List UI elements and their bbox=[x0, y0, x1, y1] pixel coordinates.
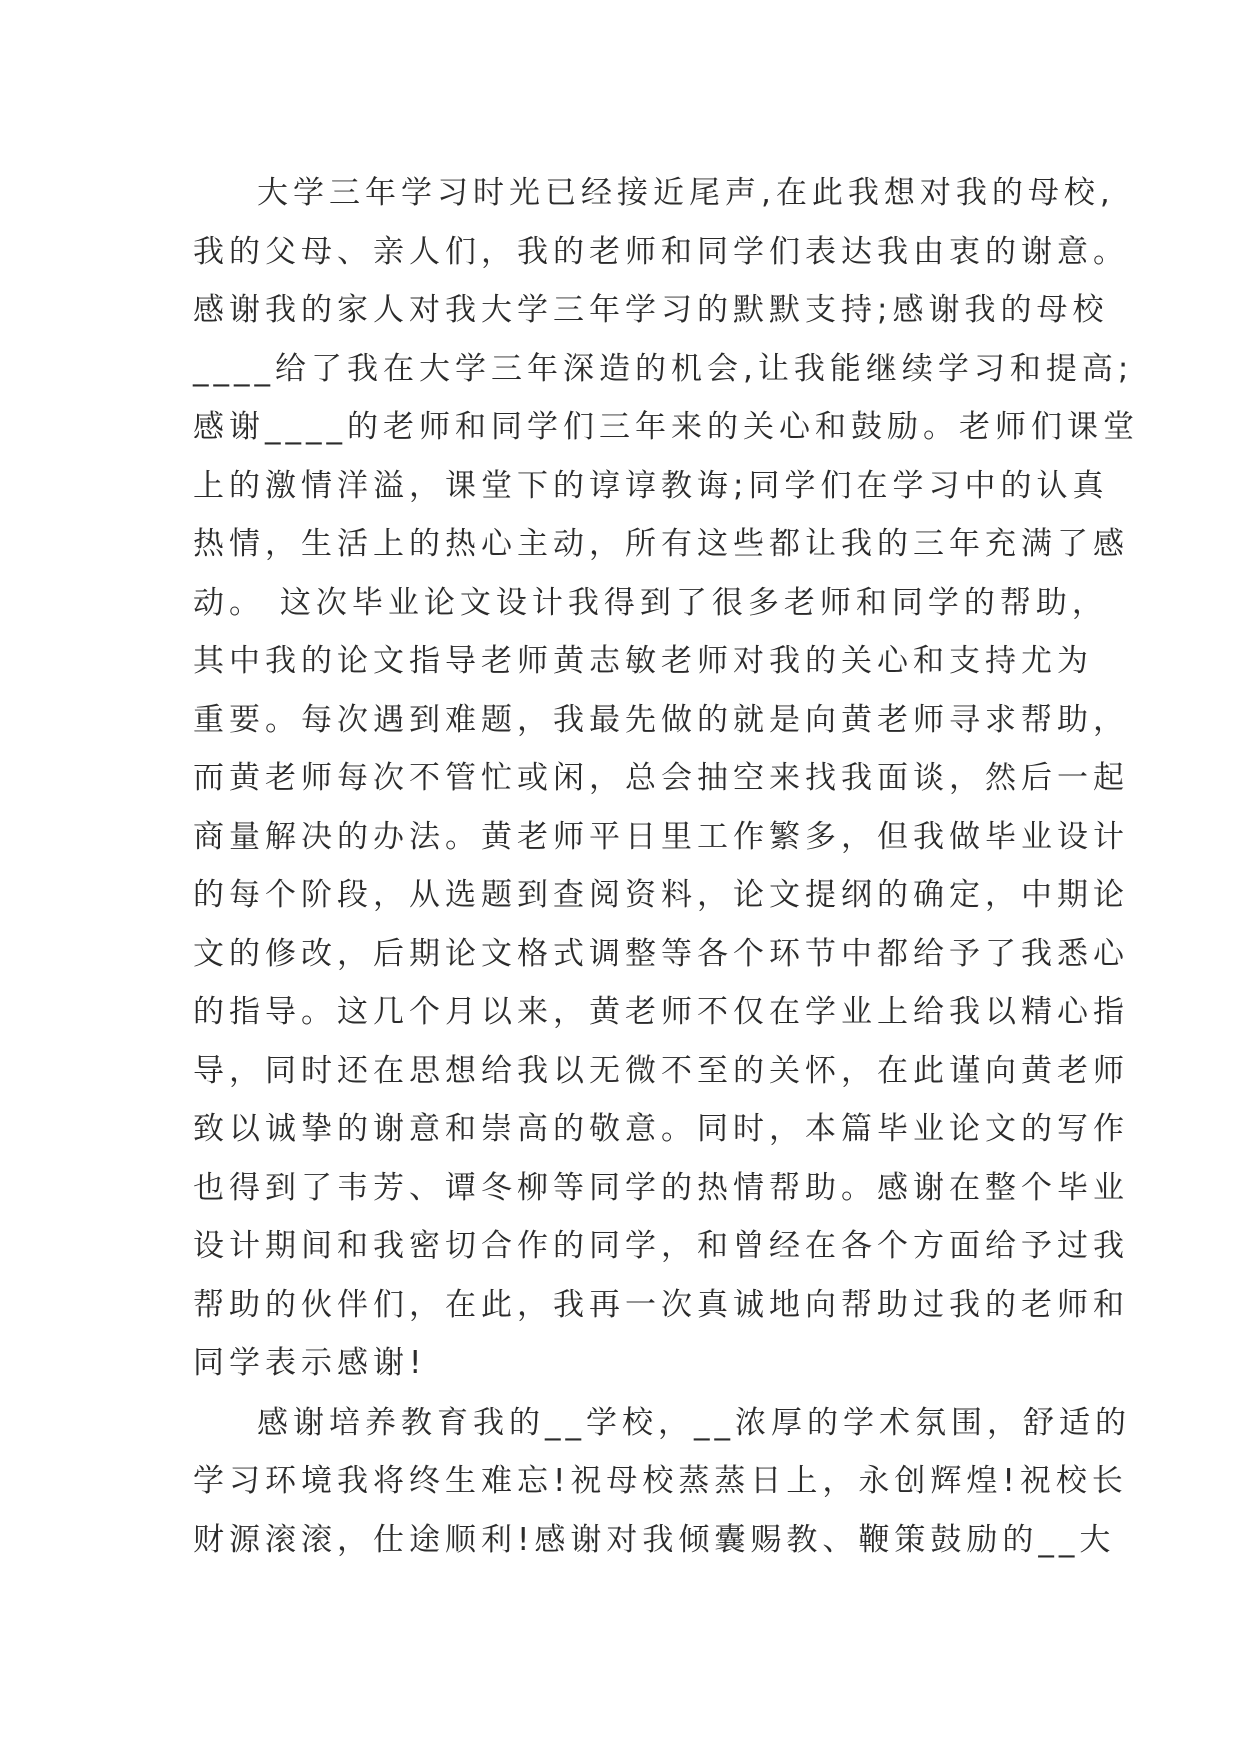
text-line: 上的激情洋溢，课堂下的谆谆教诲;同学们在学习中的认真 bbox=[193, 467, 1109, 504]
text-line: 感谢我的家人对我大学三年学习的默默支持;感谢我的母校 bbox=[193, 292, 1109, 328]
text-line: 而黄老师每次不管忙或闲，总会抽空来找我面谈，然后一起 bbox=[193, 760, 1129, 796]
text-line: 致以诚挚的谢意和崇高的敬意。同时，本篇毕业论文的写作 bbox=[193, 1111, 1129, 1147]
text-line: 财源滚滚，仕途顺利!感谢对我倾囊赐教、鞭策鼓励的__大 bbox=[193, 1521, 1116, 1558]
text-line: 动。 这次毕业论文设计我得到了很多老师和同学的帮助， bbox=[193, 584, 1108, 621]
text-line: 重要。每次遇到难题，我最先做的就是向黄老师寻求帮助， bbox=[193, 701, 1129, 738]
text-line: 设计期间和我密切合作的同学，和曾经在各个方面给予过我 bbox=[193, 1228, 1129, 1264]
text-line: 感谢培养教育我的__学校，__浓厚的学术氛围，舒适的 bbox=[257, 1404, 1131, 1441]
text-line: 我的父母、亲人们，我的老师和同学们表达我由衷的谢意。 bbox=[193, 233, 1129, 270]
paragraph-acknowledgement bbox=[193, 164, 1139, 1393]
text-line: 同学表示感谢! bbox=[193, 1345, 427, 1381]
text-line: 也得到了韦芳、谭冬柳等同学的热情帮助。感谢在整个毕业 bbox=[193, 1169, 1129, 1206]
text-line: 热情，生活上的热心主动，所有这些都让我的三年充满了感 bbox=[193, 526, 1129, 562]
text-line: 的每个阶段，从选题到查阅资料，论文提纲的确定，中期论 bbox=[193, 877, 1129, 913]
text-line: 帮助的伙伴们，在此，我再一次真诚地向帮助过我的老师和 bbox=[193, 1286, 1129, 1323]
text-line: 学习环境我将终生难忘!祝母校蒸蒸日上，永创辉煌!祝校长 bbox=[193, 1463, 1128, 1499]
text-line: 的指导。这几个月以来，黄老师不仅在学业上给我以精心指 bbox=[193, 994, 1129, 1030]
text-line: 导，同时还在思想给我以无微不至的关怀，在此谨向黄老师 bbox=[193, 1052, 1129, 1089]
text-line: ____给了我在大学三年深造的机会,让我能继续学习和提高; bbox=[193, 350, 1134, 387]
document-body bbox=[193, 164, 1139, 1569]
text-line: 商量解决的办法。黄老师平日里工作繁多，但我做毕业设计 bbox=[193, 818, 1129, 855]
text-line: 感谢____的老师和同学们三年来的关心和鼓励。老师们课堂 bbox=[193, 409, 1139, 445]
text-line: 其中我的论文指导老师黄志敏老师对我的关心和支持尤为 bbox=[193, 643, 1093, 679]
text-line: 文的修改，后期论文格式调整等各个环节中都给予了我悉心 bbox=[193, 935, 1129, 972]
text-line: 大学三年学习时光已经接近尾声,在此我想对我的母校, bbox=[257, 175, 1115, 211]
paragraph-school-thanks bbox=[193, 1394, 1131, 1570]
